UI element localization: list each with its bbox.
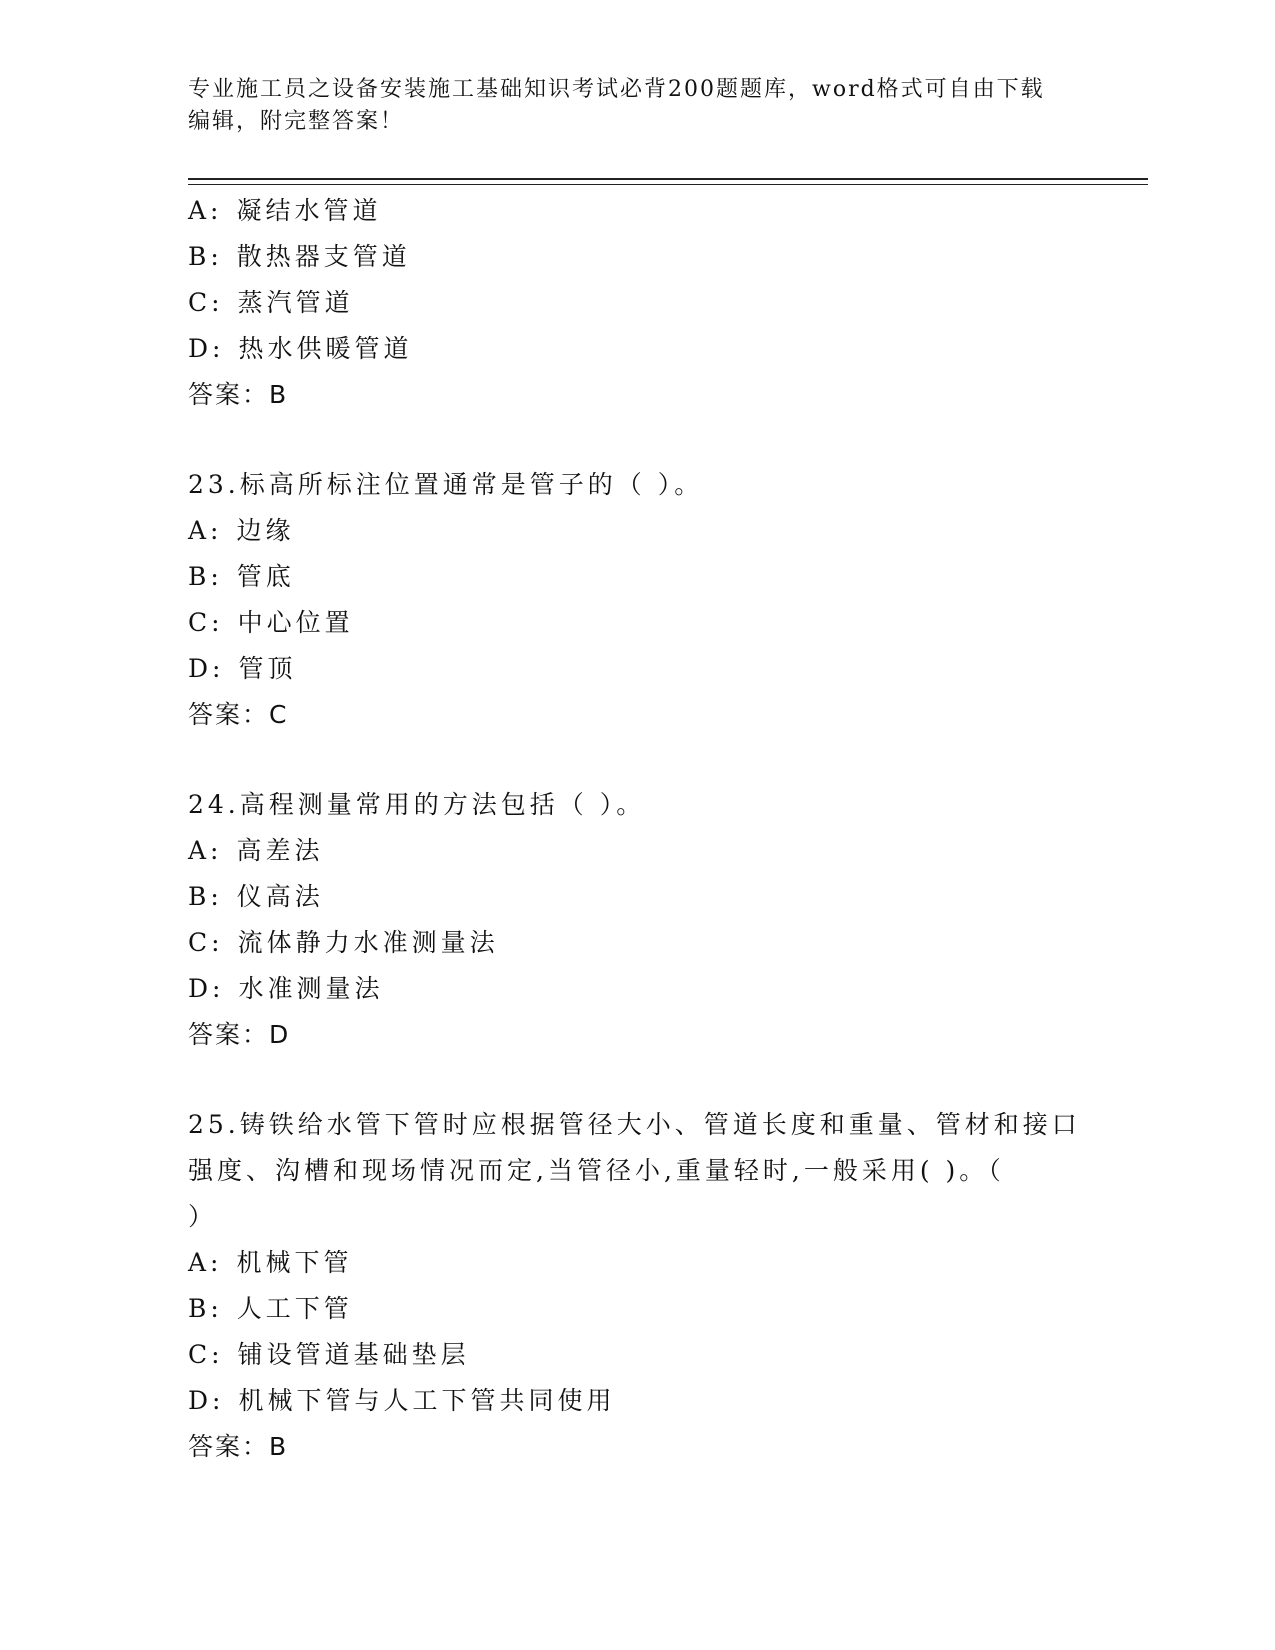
header-title-line-1: 专业施工员之设备安装施工基础知识考试必背200题题库，word格式可自由下载 <box>188 77 1045 102</box>
answer: 答案：D <box>188 1020 291 1049</box>
question-list <box>188 188 1148 1470</box>
option-d: D: 水准测量法 <box>188 974 384 1003</box>
option-d: D: 热水供暖管道 <box>188 334 413 363</box>
option-b: B: 仪高法 <box>188 882 324 911</box>
question-stem-line-2: 强度、沟槽和现场情况而定,当管径小,重量轻时,一般采用( )。（ <box>188 1156 1005 1185</box>
option-c: C: 铺设管道基础垫层 <box>188 1340 470 1369</box>
question-25 <box>188 1102 1148 1470</box>
option-a: A: 边缘 <box>188 516 295 545</box>
option-b: B: 散热器支管道 <box>188 242 411 271</box>
answer: 答案：B <box>188 1432 289 1461</box>
option-b: B: 管底 <box>188 562 295 591</box>
header-divider <box>188 178 1148 185</box>
option-c: C: 蒸汽管道 <box>188 288 354 317</box>
question-stem: 23.标高所标注位置通常是管子的（ ）。 <box>188 470 704 499</box>
question-23 <box>188 462 1148 738</box>
question-22 <box>188 188 1148 418</box>
option-d: D: 机械下管与人工下管共同使用 <box>188 1386 616 1415</box>
question-24 <box>188 782 1148 1058</box>
question-stem-line-3: ） <box>188 1202 218 1231</box>
question-stem: 24.高程测量常用的方法包括（ ）。 <box>188 790 646 819</box>
answer: 答案：C <box>188 700 289 729</box>
option-b: B: 人工下管 <box>188 1294 353 1323</box>
option-c: C: 流体静力水准测量法 <box>188 928 499 957</box>
option-c: C: 中心位置 <box>188 608 354 637</box>
option-a: A: 高差法 <box>188 836 324 865</box>
question-stem-line-1: 25.铸铁给水管下管时应根据管径大小、管道长度和重量、管材和接口 <box>188 1110 1081 1139</box>
answer: 答案：B <box>188 380 289 409</box>
header-title-line-2: 编辑，附完整答案！ <box>188 109 405 134</box>
option-a: A: 机械下管 <box>188 1248 353 1277</box>
option-a: A: 凝结水管道 <box>188 196 382 225</box>
document-header <box>188 74 1088 138</box>
option-d: D: 管顶 <box>188 654 297 683</box>
